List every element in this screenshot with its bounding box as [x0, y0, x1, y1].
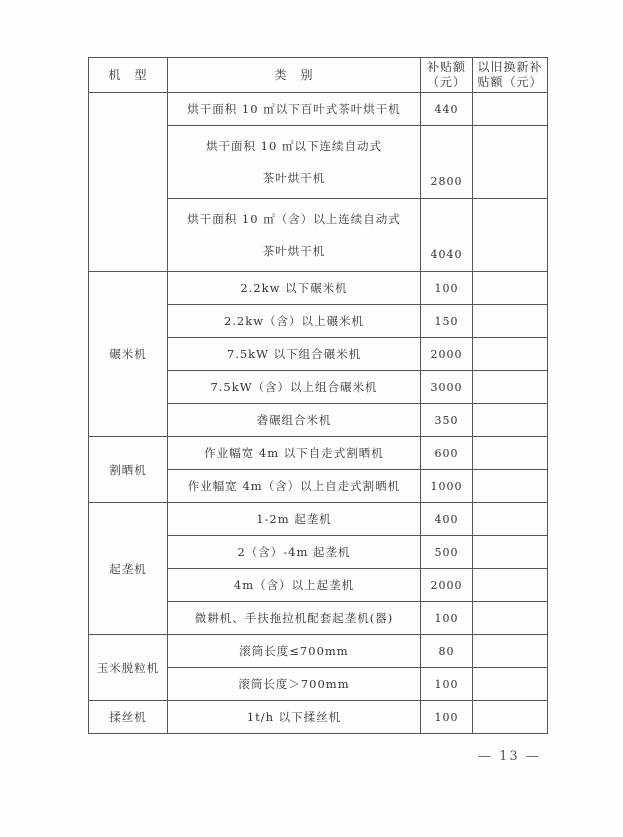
subsidy-cell: 100 — [421, 602, 473, 635]
category-line1: 烘干面积 10 ㎡以下连续自动式 — [206, 139, 382, 153]
type-cell-ridger: 起垄机 — [89, 503, 168, 635]
tradein-cell — [473, 126, 548, 199]
subsidy-cell: 80 — [421, 635, 473, 668]
table-row — [89, 437, 548, 470]
tradein-cell — [473, 338, 548, 371]
subsidy-cell: 100 — [421, 668, 473, 701]
category-line1: 烘干面积 10 ㎡（含）以上连续自动式 — [187, 212, 401, 226]
tradein-cell — [473, 93, 548, 126]
subsidy-cell: 2800 — [421, 126, 473, 199]
subsidy-cell: 2000 — [421, 569, 473, 602]
category-cell: 砻碾组合米机 — [168, 404, 421, 437]
subsidy-cell: 500 — [421, 536, 473, 569]
table-header-row — [89, 58, 548, 93]
header-tradein-line2: 贴额（元） — [477, 75, 543, 89]
category-cell: 滚筒长度≤700mm — [168, 635, 421, 668]
type-cell-windrower: 割晒机 — [89, 437, 168, 503]
tradein-cell — [473, 470, 548, 503]
tradein-cell — [473, 371, 548, 404]
subsidy-cell: 3000 — [421, 371, 473, 404]
tradein-cell — [473, 602, 548, 635]
tradein-cell — [473, 536, 548, 569]
subsidy-cell: 100 — [421, 701, 473, 734]
tradein-cell — [473, 668, 548, 701]
category-cell: 4m（含）以上起垄机 — [168, 569, 421, 602]
category-line2: 茶叶烘干机 — [262, 244, 326, 258]
category-cell: 滚筒长度＞700mm — [168, 668, 421, 701]
subsidy-cell: 400 — [421, 503, 473, 536]
subsidy-cell: 600 — [421, 437, 473, 470]
category-cell: 1t/h 以下揉丝机 — [168, 701, 421, 734]
tradein-cell — [473, 305, 548, 338]
tradein-cell — [473, 635, 548, 668]
category-cell — [168, 199, 421, 272]
category-cell: 2.2kw 以下碾米机 — [168, 272, 421, 305]
tradein-cell — [473, 404, 548, 437]
category-cell — [168, 126, 421, 199]
tradein-cell — [473, 701, 548, 734]
subsidy-cell: 100 — [421, 272, 473, 305]
tradein-cell — [473, 437, 548, 470]
category-cell: 7.5kW 以下组合碾米机 — [168, 338, 421, 371]
table-row — [89, 635, 548, 668]
header-subsidy-line2: （元） — [426, 75, 466, 89]
subsidy-cell: 150 — [421, 305, 473, 338]
header-type: 机 型 — [89, 58, 168, 93]
subsidy-cell: 440 — [421, 93, 473, 126]
header-subsidy-line1: 补贴额 — [426, 60, 466, 74]
category-cell: 微耕机、手扶拖拉机配套起垄机(器) — [168, 602, 421, 635]
type-cell-shred: 揉丝机 — [89, 701, 168, 734]
category-cell: 作业幅宽 4m（含）以上自走式割晒机 — [168, 470, 421, 503]
tradein-cell — [473, 272, 548, 305]
category-cell: 作业幅宽 4m 以下自走式割晒机 — [168, 437, 421, 470]
header-tradein-line1: 以旧换新补 — [477, 60, 543, 74]
subsidy-cell: 4040 — [421, 199, 473, 272]
category-cell: 烘干面积 10 ㎡以下百叶式茶叶烘干机 — [168, 93, 421, 126]
header-category: 类 别 — [168, 58, 421, 93]
type-cell-tea — [89, 93, 168, 272]
category-cell: 2（含）-4m 起垄机 — [168, 536, 421, 569]
category-line2: 茶叶烘干机 — [262, 171, 326, 185]
type-cell-mill: 碾米机 — [89, 272, 168, 437]
subsidy-table-container — [88, 57, 547, 734]
header-tradein — [473, 58, 548, 93]
tradein-cell — [473, 199, 548, 272]
table-row — [89, 701, 548, 734]
category-cell: 1-2m 起垄机 — [168, 503, 421, 536]
subsidy-cell: 2000 — [421, 338, 473, 371]
table-row — [89, 272, 548, 305]
header-subsidy — [421, 58, 473, 93]
subsidy-cell: 350 — [421, 404, 473, 437]
table-row — [89, 93, 548, 126]
page-number: — 13 — — [478, 749, 541, 764]
tradein-cell — [473, 503, 548, 536]
table-row — [89, 503, 548, 536]
category-cell: 2.2kw（含）以上碾米机 — [168, 305, 421, 338]
subsidy-cell: 1000 — [421, 470, 473, 503]
tradein-cell — [473, 569, 548, 602]
subsidy-table — [88, 57, 548, 734]
type-cell-corn: 玉米脱粒机 — [89, 635, 168, 701]
category-cell: 7.5kW（含）以上组合碾米机 — [168, 371, 421, 404]
